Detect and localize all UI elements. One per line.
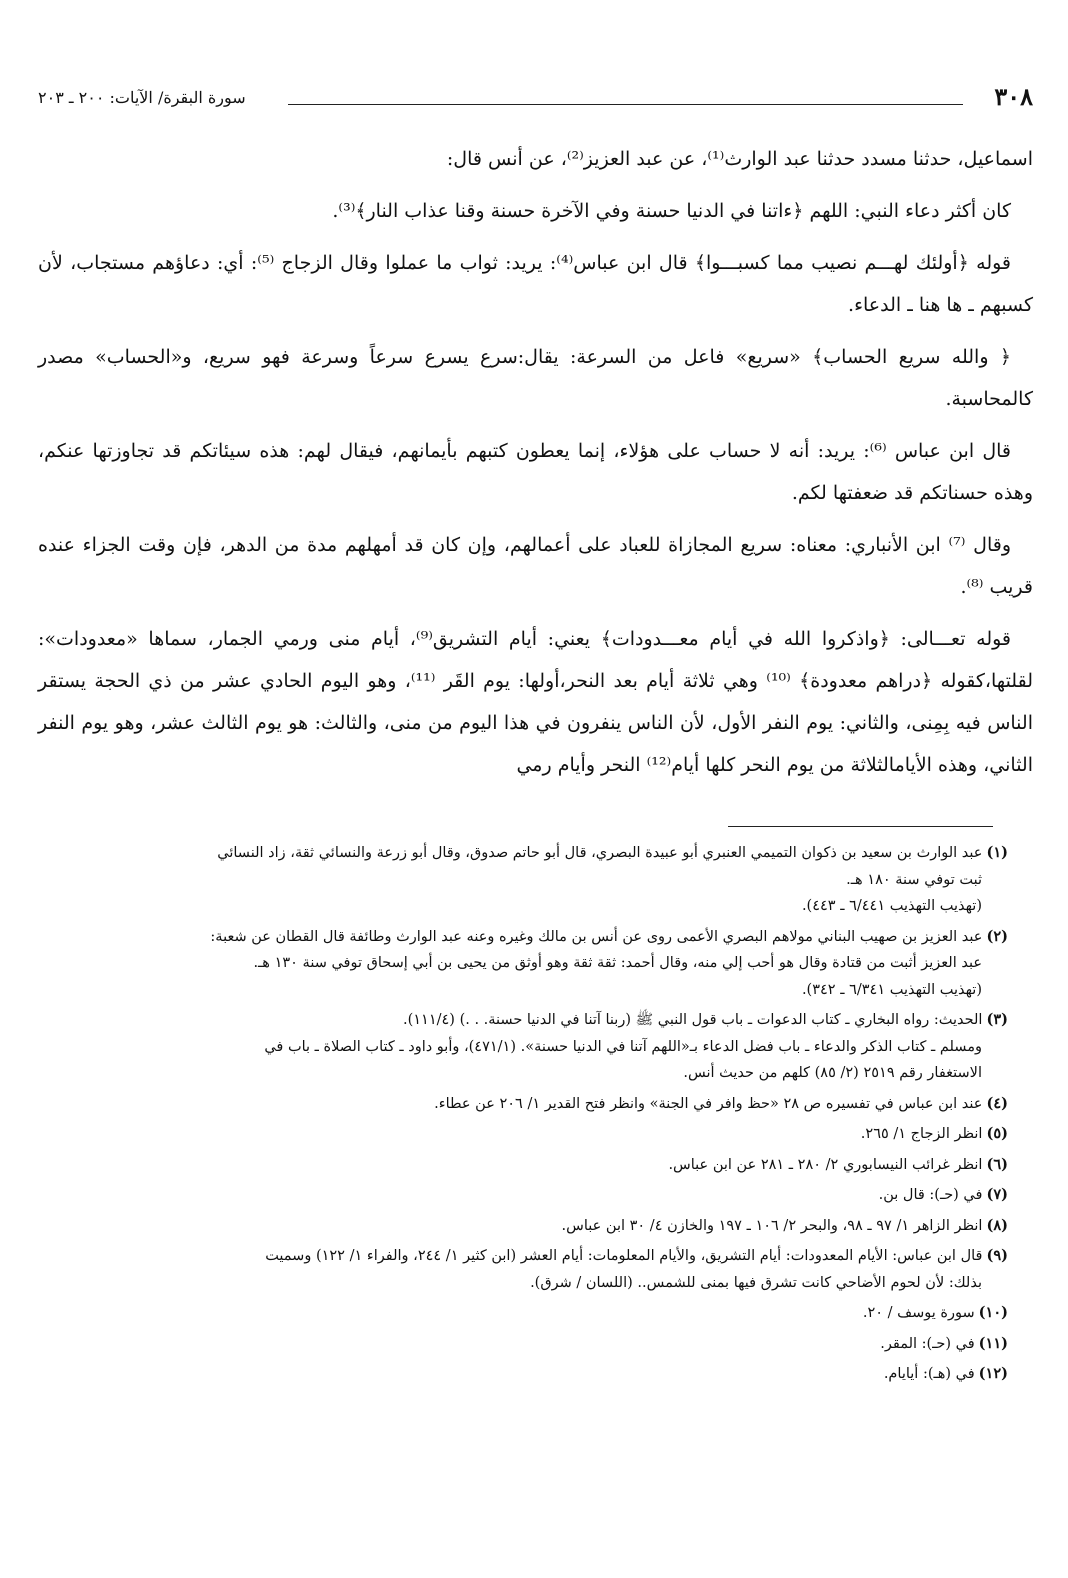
- footnotes: [38, 840, 1008, 1392]
- footnote-number: (١): [986, 844, 1008, 861]
- footnote: [38, 1007, 1008, 1087]
- footnote-text: عبد العزيز بن صهيب البناني مولاهم البصري الأعمى روى عن أنس بن مالك وغيره وعنه عبد الوارث وطائفة قال القطان عن شعبة:: [210, 928, 983, 945]
- footnote-text: انظر غرائب النيسابوري ٢/ ٢٨٠ ـ ٢٨١ عن ابن عباس.: [668, 1156, 983, 1173]
- footnote: [38, 1331, 1008, 1358]
- footnote-number: (٩): [986, 1247, 1008, 1264]
- footnote-number: (٢): [986, 927, 1008, 945]
- footnote: [38, 840, 1008, 920]
- footnote-line: [38, 1300, 1008, 1327]
- footnote-line: (تهذيب التهذيب ٦/٤٤١ ـ ٤٤٣).: [801, 898, 982, 914]
- footnote: [38, 1361, 1008, 1388]
- footnote-text: انظر الزجاج ١/ ٢٦٥.: [860, 1126, 983, 1142]
- footnote-separator: [728, 826, 993, 827]
- footnote-line: [38, 1361, 1008, 1388]
- footnote-line: بذلك: لأن لحوم الأضاحي كانت تشرق فيها بمنى للشمس.. (اللسان / شرق).: [530, 1274, 982, 1291]
- footnote: [38, 1213, 1008, 1240]
- footnote-text: في (هـ): أيايام.: [883, 1366, 975, 1382]
- footnote-line: الاستغفار رقم ٢٥١٩ (٢/ ٨٥) كلهم من حديث أنس.: [683, 1065, 982, 1081]
- footnote-text: قال ابن عباس: الأيام المعدودات: أيام التشريق، والأيام المعلومات: أيام العشر (ابن كثير ١/ ٢٤٤، والفراء ١/ ١٢٢) وسميت: [265, 1248, 983, 1264]
- footnote-number: (١٠): [978, 1304, 1008, 1321]
- footnote-line: [38, 924, 1008, 951]
- footnote: [38, 1182, 1008, 1209]
- footnote-number: (٣): [986, 1011, 1008, 1028]
- footnote: [38, 1121, 1008, 1148]
- header-rule: [288, 104, 963, 105]
- footnote-line: عبد العزيز أثبت من قتادة وقال هو أحب إلي منه، وقال أحمد: ثقة ثقة وهو أوثق من يحيى بن أبي إسحاق توفي سنة ١٣٠ هـ.: [253, 955, 982, 971]
- page-number: ٣٠٨: [994, 82, 1033, 111]
- header-title: سورة البقرة/ الآيات: ٢٠٠ ـ ٢٠٣: [38, 88, 246, 107]
- footnote-line: [38, 1152, 1008, 1179]
- footnote-number: (٥): [986, 1125, 1008, 1142]
- footnote-line: [38, 1331, 1008, 1358]
- running-header: [38, 82, 1033, 118]
- footnote-number: (٤): [986, 1094, 1008, 1112]
- footnote-line: (تهذيب التهذيب ٦/٣٤١ ـ ٣٤٢).: [801, 981, 982, 998]
- footnote-line: [38, 1182, 1008, 1209]
- footnote-text: عبد الوارث بن سعيد بن ذكوان التميمي العنبري أبو عبيدة البصري، قال أبو حاتم صدوق، وقال أبو زرعة والنسائي ثقة، زاد النسائي: [217, 845, 983, 861]
- body-paragraph: قال ابن عباس ⁽⁶⁾: يريد: أنه لا حساب على هؤلاء، إنما يعطون كتبهم بأيمانهم، فيقال لهم: هذه سيئاتكم قد تجاوزتها عنكم، وهذه حسناتكم قد ضعفتها لكم.: [38, 440, 1033, 504]
- body-paragraph: وقال ⁽⁷⁾ ابن الأنباري: معناه: سريع المجازاة للعباد على أعمالهم، وإن كان قد أمهلهم مدة من الدهر، فإن وقت الجزاء عنده قريب ⁽⁸⁾.: [38, 534, 1033, 598]
- footnote-text: عند ابن عباس في تفسيره ص ٢٨ «حظ وافر في الجنة» وانظر فتح القدير ١/ ٢٠٦ عن عطاء.: [434, 1095, 983, 1112]
- footnote-line: ومسلم ـ كتاب الذكر والدعاء ـ باب فضل الدعاء بـ«اللهم آتنا في الدنيا حسنة». (٤٧١/١)، وأبو داود ـ كتاب الصلاة ـ باب في: [264, 1038, 982, 1055]
- footnote: [38, 1091, 1008, 1118]
- footnote: [38, 1152, 1008, 1179]
- footnote-text: انظر الزاهر ١/ ٩٧ ـ ٩٨، والبحر ٢/ ١٠٦ ـ ١٩٧ والخازن ٤/ ٣٠ ابن عباس.: [561, 1217, 983, 1234]
- footnote-text: في (حـ): قال بن.: [878, 1187, 983, 1203]
- footnote: [38, 1243, 1008, 1296]
- body-paragraph: اسماعيل، حدثنا مسدد حدثنا عبد الوارث⁽¹⁾، عن عبد العزيز⁽²⁾، عن أنس قال:: [446, 148, 1033, 170]
- footnote: [38, 1300, 1008, 1327]
- body-paragraph: قوله تعـــالى: ﴿واذكروا الله في أيام معـــدودات﴾ يعني: أيام التشريق⁽⁹⁾، أيام منى ورمي الجمار، سماها «معدودات»: لقلتها،كقوله ﴿دراهم معدودة﴾ ⁽¹⁰⁾ وهي ثلاثة أيام بعد النحر،أولها: يوم القَر ⁽¹¹⁾، وهو اليوم الحادي عشر من ذي الحجة يستقر الناس فيه بِمِنى، والثاني: يوم النفر الأول، لأن الناس ينفرون في هذا اليوم من منى، والثالث: هو يوم الثالث عشر، وهو يوم النفر الثاني، وهذه الأيامالثلاثة من يوم النحر كلها أيام⁽¹²⁾ النحر وأيام رمي: [38, 628, 1033, 776]
- footnote-number: (٦): [986, 1155, 1008, 1173]
- footnote-text: سورة يوسف / ٢٠.: [862, 1305, 975, 1321]
- footnote: [38, 924, 1008, 1004]
- footnote-line: [38, 1121, 1008, 1148]
- footnote-text: الحديث: رواه البخاري ـ كتاب الدعوات ـ باب قول النبي ﷺ (ربنا آتنا في الدنيا حسنة. . .) (١١١/٤).: [402, 1012, 983, 1028]
- footnote-line: [38, 1007, 1008, 1034]
- footnote-line: [38, 1213, 1008, 1240]
- footnote-number: (٨): [986, 1216, 1008, 1234]
- footnote-line: [38, 840, 1008, 867]
- footnote-line: ثبت توفي سنة ١٨٠ هـ.: [846, 871, 982, 888]
- footnote-line: [38, 1091, 1008, 1118]
- footnote-number: (٧): [986, 1186, 1008, 1203]
- footnote-number: (١٢): [978, 1365, 1008, 1382]
- body-paragraph: كان أكثر دعاء النبي: اللهم ﴿ءاتنا في الدنيا حسنة وفي الآخرة حسنة وقنا عذاب النار﴾⁽³⁾.: [332, 200, 1011, 222]
- footnote-text: في (حـ): المقر.: [880, 1335, 975, 1352]
- body-paragraph: ﴿ والله سريع الحساب﴾ «سريع» فاعل من السرعة: يقال:سرع يسرع سرعاً وسرعة فهو سريع، و«الحساب» مصدر كالمحاسبة.: [38, 346, 1033, 410]
- footnote-line: [38, 1243, 1008, 1270]
- main-text: [38, 138, 1033, 796]
- footnote-number: (١١): [978, 1334, 1008, 1352]
- body-paragraph: قوله ﴿أولئك لهـــم نصيب مما كسبـــوا﴾ قال ابن عباس⁽⁴⁾: يريد: ثواب ما عملوا وقال الزجاج ⁽⁵⁾: أي: دعاؤهم مستجاب، لأن كسبهم ـ ها هنا ـ الدعاء.: [38, 252, 1033, 316]
